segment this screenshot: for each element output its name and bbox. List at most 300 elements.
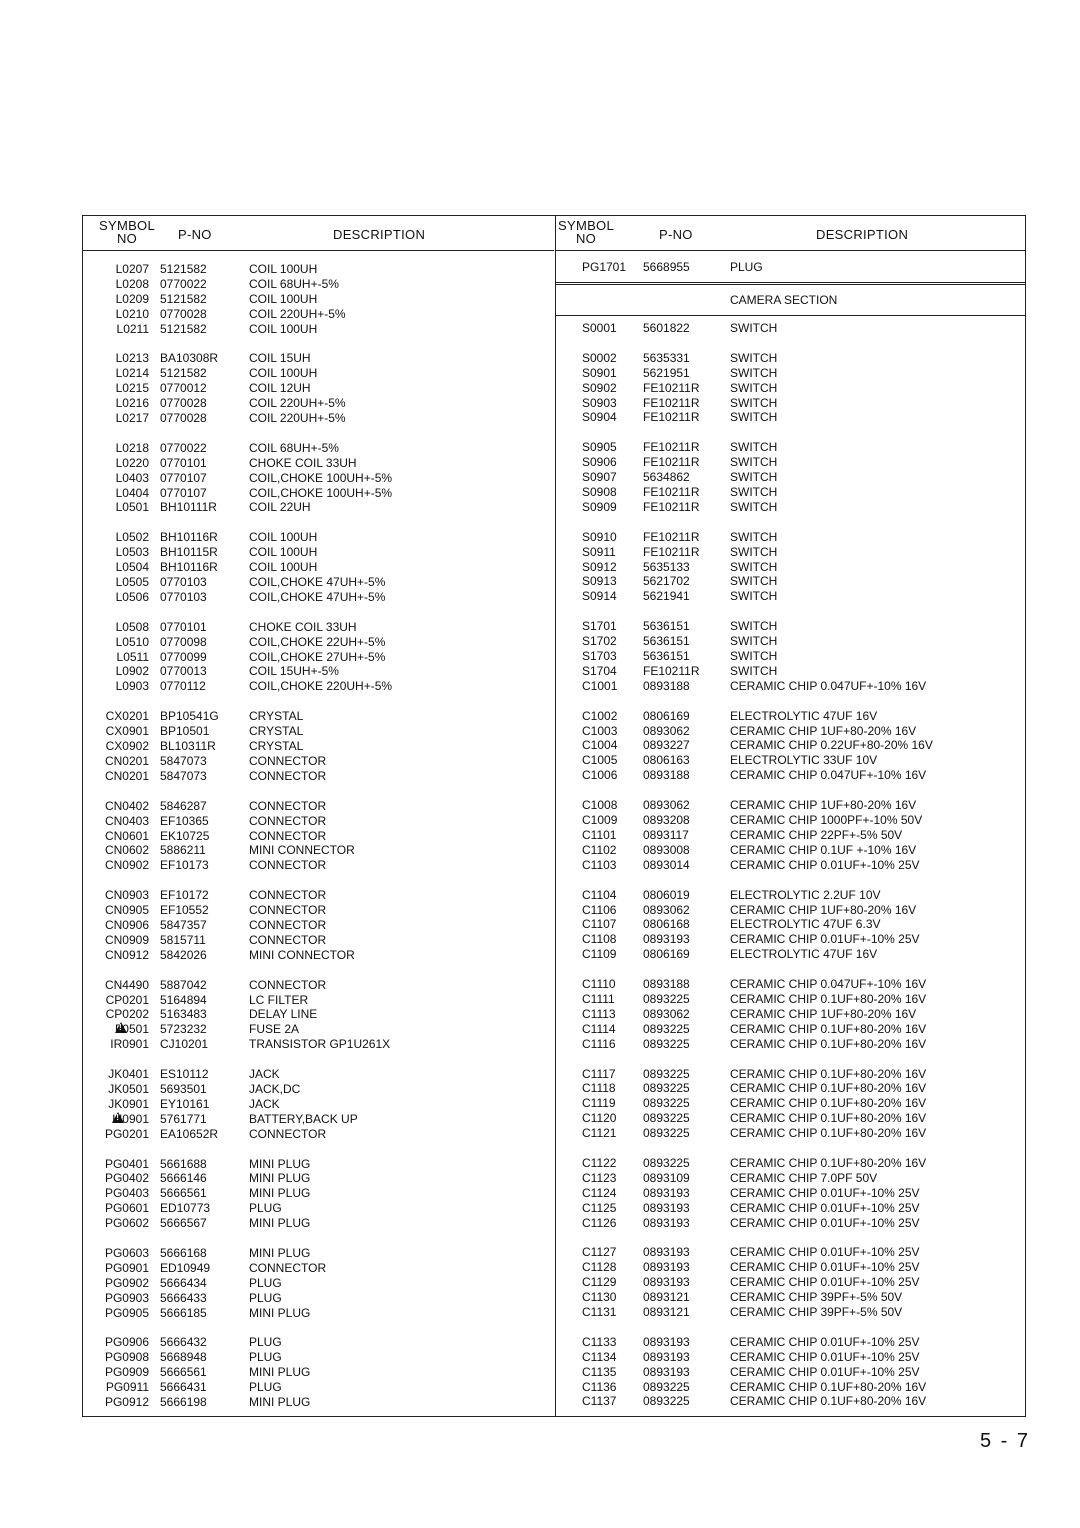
description-cell-text: SWITCH — [730, 529, 778, 544]
pno-cell-text: 5636151 — [643, 634, 690, 649]
symbol-cell-text: L0217 — [115, 411, 149, 426]
description-cell — [730, 828, 902, 843]
pno-cell-text: 0770022 — [160, 276, 207, 291]
description-cell — [249, 560, 317, 575]
pno-cell — [643, 410, 699, 425]
pno-cell-text: FE10211R — [643, 485, 700, 500]
pno-cell — [643, 455, 699, 470]
symbol-cell — [582, 858, 616, 873]
description-cell — [249, 366, 317, 381]
camera-section-heading — [556, 284, 1025, 316]
pno-cell-text: 0893062 — [643, 798, 690, 813]
symbol-cell-text: L0216 — [115, 396, 149, 411]
table-row — [556, 574, 1025, 589]
table-row — [556, 1245, 1025, 1260]
symbol-cell — [83, 486, 149, 501]
table-row — [556, 917, 1025, 932]
symbol-cell — [83, 575, 149, 590]
symbol-cell-text: S0904 — [582, 410, 617, 425]
description-cell-text: CONNECTOR — [249, 828, 327, 843]
symbol-cell-text: CN4490 — [104, 977, 149, 992]
description-cell-text: CONNECTOR — [249, 888, 327, 903]
symbol-cell-text: C1123 — [582, 1170, 617, 1185]
description-cell-text: CERAMIC CHIP 0.01UF+-10% 25V — [730, 1185, 920, 1200]
symbol-cell-text: PG0906 — [104, 1335, 149, 1350]
table-row — [83, 679, 554, 694]
description-cell — [249, 1171, 310, 1186]
description-cell — [730, 619, 777, 634]
symbol-cell-text: L0404 — [115, 485, 149, 500]
symbol-cell — [582, 1290, 616, 1305]
pno-cell — [643, 1096, 690, 1111]
symbol-cell-text: CN0906 — [104, 917, 149, 932]
description-cell-text: CERAMIC CHIP 0.01UF+-10% 25V — [730, 1245, 920, 1260]
pno-cell — [160, 292, 207, 307]
right-header — [556, 216, 1025, 251]
pno-cell-text: BH10115R — [160, 545, 218, 560]
table-row — [556, 1126, 1025, 1141]
pno-cell-text: 0893193 — [643, 1349, 690, 1364]
description-cell — [730, 1111, 926, 1126]
table-row — [556, 1007, 1025, 1022]
symbol-cell — [83, 1291, 149, 1306]
symbol-cell-text: C1136 — [582, 1379, 617, 1394]
pno-cell — [160, 843, 206, 858]
table-row — [556, 664, 1025, 679]
symbol-cell — [582, 634, 617, 649]
symbol-cell-text: C1107 — [582, 917, 617, 932]
pno-cell — [643, 1201, 690, 1216]
symbol-cell — [83, 1186, 149, 1201]
description-cell — [249, 307, 346, 322]
description-cell-text: CERAMIC CHIP 0.01UF+-10% 25V — [730, 1215, 920, 1230]
symbol-cell — [83, 292, 149, 307]
description-cell — [730, 634, 777, 649]
description-cell-text: FUSE 2A — [249, 1022, 300, 1037]
pno-cell — [643, 828, 689, 843]
symbol-cell-text: PG0402 — [104, 1171, 149, 1186]
pno-cell-text: 5847073 — [160, 768, 207, 783]
pno-cell — [643, 1380, 690, 1395]
pno-cell — [643, 1245, 690, 1260]
symbol-cell — [582, 888, 616, 903]
description-cell-text: CERAMIC CHIP 0.1UF+80-20% 16V — [730, 1126, 927, 1141]
table-row — [83, 411, 554, 426]
description-cell-text: COIL,CHOKE 220UH+-5% — [249, 679, 393, 694]
symbol-cell — [582, 947, 616, 962]
description-cell — [730, 1171, 877, 1186]
table-row — [83, 575, 554, 590]
row-group — [83, 799, 554, 873]
description-cell-text: MINI PLUG — [249, 1395, 311, 1409]
pno-cell-text: 5886211 — [160, 843, 206, 858]
table-row — [556, 1171, 1025, 1186]
table-row — [83, 1380, 554, 1395]
description-cell — [730, 440, 777, 455]
pno-cell — [643, 1171, 690, 1186]
pno-cell-text: 0893225 — [643, 991, 690, 1006]
description-cell — [249, 948, 355, 963]
description-cell — [249, 1067, 280, 1082]
symbol-cell-text: CN0602 — [104, 843, 149, 858]
symbol-cell — [83, 620, 149, 635]
row-group — [556, 888, 1025, 962]
symbol-cell — [83, 1201, 149, 1216]
description-cell — [249, 396, 346, 411]
description-cell: PLUG — [730, 260, 763, 274]
pno-cell — [643, 440, 699, 455]
pno-cell — [160, 500, 217, 515]
description-cell-text: CERAMIC CHIP 0.1UF+80-20% 16V — [730, 991, 927, 1006]
row-group — [556, 1245, 1025, 1319]
pno-cell — [643, 1081, 690, 1096]
table-row — [83, 769, 554, 784]
symbol-cell-text: CN0201 — [104, 768, 149, 783]
pno-cell-text: BL10311R — [160, 739, 216, 754]
plug-row-box — [556, 252, 1025, 283]
pno-cell-text: 5847357 — [160, 917, 207, 932]
pno-cell-text: 5661688 — [160, 1156, 207, 1171]
pno-cell — [643, 396, 699, 411]
table-row — [83, 307, 554, 322]
table-row — [83, 1037, 554, 1052]
description-cell-text: SWITCH — [730, 470, 778, 485]
symbol-cell-text: L0508 — [115, 619, 149, 634]
symbol-cell-text: C1117 — [582, 1066, 616, 1081]
pno-cell-text: BP10501 — [160, 724, 210, 739]
description-cell — [730, 1096, 926, 1111]
description-cell-text: CERAMIC CHIP 0.047UF+-10% 16V — [730, 768, 927, 783]
description-cell — [249, 858, 326, 873]
symbol-cell-text: C1131 — [582, 1304, 617, 1319]
symbol-cell — [83, 858, 149, 873]
description-cell — [249, 530, 317, 545]
description-cell-text: COIL,CHOKE 27UH+-5% — [249, 649, 386, 664]
table-row — [83, 441, 554, 456]
symbol-cell — [582, 798, 617, 813]
pno-cell — [160, 307, 207, 322]
description-cell — [730, 1394, 926, 1409]
description-cell — [249, 1276, 282, 1291]
symbol-cell-text: C1006 — [582, 768, 618, 783]
pno-cell-text: 0893193 — [643, 1215, 690, 1230]
pno-cell — [643, 768, 690, 783]
pno-cell — [160, 530, 218, 545]
pno-cell — [643, 1394, 690, 1409]
table-row — [83, 978, 554, 993]
pno-cell-text: 0893193 — [643, 1200, 690, 1215]
table-row — [83, 993, 554, 1008]
pno-cell — [643, 1216, 690, 1231]
symbol-cell — [582, 574, 617, 589]
description-cell — [249, 739, 303, 754]
description-cell-text: SWITCH — [730, 499, 778, 514]
symbol-cell-text: PG0603 — [104, 1245, 149, 1260]
symbol-cell-text: S0909 — [582, 499, 617, 514]
pno-cell — [643, 619, 690, 634]
description-cell-text: COIL 100UH — [249, 545, 318, 560]
description-cell — [730, 1201, 920, 1216]
table-row — [83, 814, 554, 829]
pno-cell-text: 0893193 — [643, 1185, 690, 1200]
table-row — [556, 1335, 1025, 1350]
row-group — [556, 619, 1025, 693]
description-cell-text: CERAMIC CHIP 1UF+80-20% 16V — [730, 723, 917, 738]
pno-cell — [160, 1216, 207, 1231]
table-row — [556, 813, 1025, 828]
pno-cell-text: 0893225 — [643, 1021, 690, 1036]
pno-cell — [160, 1306, 207, 1321]
pno-cell-text: CJ10201 — [160, 1037, 209, 1052]
description-cell — [730, 410, 777, 425]
description-cell-text: CERAMIC CHIP 0.1UF +-10% 16V — [730, 842, 917, 857]
row-group — [556, 351, 1025, 425]
symbol-cell-text: S1703 — [582, 649, 617, 664]
description-cell-text: CRYSTAL — [249, 709, 304, 724]
pno-cell — [160, 1246, 207, 1261]
description-cell-text: COIL 220UH+-5% — [249, 396, 346, 411]
pno-cell — [160, 1171, 207, 1186]
symbol-cell — [582, 589, 617, 604]
symbol-cell: PG1701 — [582, 260, 627, 274]
description-cell-text: CRYSTAL — [249, 724, 304, 739]
symbol-cell-text: C1127 — [582, 1245, 617, 1260]
description-cell-text: COIL 100UH — [249, 530, 318, 545]
pno-cell-text: 5666185 — [160, 1305, 207, 1320]
table-row — [83, 724, 554, 739]
pno-cell-text: FE10211R — [643, 499, 700, 514]
description-cell-text: CERAMIC CHIP 0.1UF+80-20% 16V — [730, 1379, 927, 1394]
description-cell — [249, 1082, 300, 1097]
table-row — [556, 888, 1025, 903]
symbol-cell — [83, 769, 149, 784]
description-cell-text: MINI PLUG — [249, 1305, 311, 1320]
pno-cell-text: FE10211R — [643, 395, 700, 410]
pno-cell — [643, 888, 690, 903]
symbol-cell — [582, 1380, 616, 1395]
table-row — [83, 933, 554, 948]
pno-cell — [160, 754, 207, 769]
table-row — [83, 1276, 554, 1291]
symbol-cell-text: C1121 — [582, 1126, 617, 1141]
pno-cell-text: BA10308R — [160, 351, 219, 366]
description-cell — [730, 888, 881, 903]
pno-cell — [160, 933, 206, 948]
pno-cell — [160, 1022, 207, 1037]
description-cell — [730, 321, 777, 336]
description-cell — [730, 1275, 920, 1290]
table-row — [556, 1380, 1025, 1395]
description-cell-text: CONNECTOR — [249, 1126, 327, 1141]
description-cell-text: CONNECTOR — [249, 977, 327, 992]
symbol-cell-text: C1004 — [582, 738, 618, 753]
symbol-cell-text: C1135 — [582, 1364, 617, 1379]
pno-cell — [160, 1201, 210, 1216]
description-cell-text: CHOKE COIL 33UH — [249, 619, 357, 634]
description-cell — [730, 798, 916, 813]
table-row — [556, 1111, 1025, 1126]
pno-cell-text: 0893225 — [643, 1379, 690, 1394]
pno-cell-text: 0770107 — [160, 470, 207, 485]
symbol-cell — [83, 1097, 149, 1112]
table-row — [83, 560, 554, 575]
symbol-cell-text: PG0602 — [104, 1216, 149, 1231]
description-cell — [249, 664, 339, 679]
symbol-cell — [582, 1067, 616, 1082]
symbol-cell — [83, 530, 149, 545]
table-row — [556, 1365, 1025, 1380]
description-cell-text: SWITCH — [730, 395, 778, 410]
symbol-cell-text: C1109 — [582, 947, 617, 962]
symbol-cell-text: S0901 — [582, 365, 617, 380]
symbol-cell — [582, 664, 617, 679]
description-cell-text: CERAMIC CHIP 22PF+-5% 50V — [730, 827, 903, 842]
symbol-cell — [83, 843, 149, 858]
table-row — [83, 829, 554, 844]
description-cell-text: CERAMIC CHIP 0.1UF+80-20% 16V — [730, 1394, 927, 1409]
description-cell-text: COIL,CHOKE 47UH+-5% — [249, 589, 386, 604]
pno-cell — [643, 1305, 690, 1320]
description-cell-text: CERAMIC CHIP 0.1UF+80-20% 16V — [730, 1036, 927, 1051]
row-group — [83, 441, 554, 515]
pno-cell — [160, 918, 207, 933]
description-cell-text: COIL 22UH — [249, 500, 311, 515]
pno-cell-text: 0770013 — [160, 664, 207, 679]
description-cell — [730, 858, 920, 873]
description-cell-text: LC FILTER — [249, 992, 309, 1007]
description-cell-text: SWITCH — [730, 410, 778, 425]
description-cell-text: MINI PLUG — [249, 1365, 311, 1380]
table-row — [83, 545, 554, 560]
table-row — [83, 799, 554, 814]
symbol-cell — [83, 933, 149, 948]
symbol-cell — [582, 1007, 616, 1022]
symbol-cell-text: PG0911 — [105, 1380, 149, 1395]
symbol-cell-text: C1113 — [582, 1006, 616, 1021]
description-cell — [730, 1216, 920, 1231]
symbol-cell — [83, 590, 149, 605]
symbol-cell-text: L0504 — [115, 560, 149, 575]
pno-cell-text: 0806019 — [643, 887, 690, 902]
page-number: 5 - 7 — [979, 1430, 1030, 1452]
symbol-cell-text: L0209 — [115, 291, 149, 306]
symbol-cell-text: L0220 — [115, 455, 149, 470]
description-cell — [249, 1112, 358, 1127]
symbol-cell-text: L0214 — [115, 366, 149, 381]
symbol-cell-text: L0902 — [115, 664, 149, 679]
description-cell — [249, 351, 311, 366]
symbol-cell-text: C1120 — [582, 1111, 617, 1126]
table-row — [83, 1365, 554, 1380]
table-row — [556, 858, 1025, 873]
table-row — [556, 500, 1025, 515]
pno-cell-text: 0893109 — [643, 1170, 690, 1185]
symbol-header-line2: NO — [575, 231, 597, 246]
description-cell — [249, 754, 326, 769]
pno-cell-text: 0893227 — [643, 738, 690, 753]
symbol-cell-text: C1126 — [582, 1215, 617, 1230]
symbol-cell-text: S0906 — [582, 455, 617, 470]
pno-cell-text: BH10116R — [160, 560, 218, 575]
table-row — [556, 1275, 1025, 1290]
description-cell — [730, 1380, 926, 1395]
pno-cell — [643, 947, 690, 962]
description-cell-text: CERAMIC CHIP 1UF+80-20% 16V — [730, 1006, 917, 1021]
description-cell — [249, 262, 317, 277]
pno-cell — [643, 1126, 690, 1141]
table-row — [556, 1037, 1025, 1052]
table-row — [83, 664, 554, 679]
row-group — [83, 709, 554, 783]
right-rows — [556, 321, 1025, 1424]
symbol-cell-text: C1110 — [582, 977, 616, 992]
pno-cell-text: 0893121 — [643, 1304, 690, 1319]
table-row — [556, 634, 1025, 649]
pno-cell — [643, 321, 690, 336]
symbol-cell-text: PG0912 — [104, 1395, 149, 1409]
symbol-cell-text: S1704 — [582, 663, 617, 678]
pno-cell — [160, 993, 207, 1008]
symbol-cell-text: C1103 — [582, 857, 617, 872]
pno-cell-text: 5121582 — [160, 321, 207, 336]
description-cell — [730, 396, 777, 411]
pno-cell-text: 5666146 — [160, 1171, 207, 1186]
description-cell-text: CERAMIC CHIP 0.01UF+-10% 25V — [730, 1349, 920, 1364]
description-cell — [249, 724, 303, 739]
symbol-cell — [582, 992, 615, 1007]
description-cell-text: CONNECTOR — [249, 798, 327, 813]
description-cell — [249, 1261, 326, 1276]
symbol-cell — [582, 813, 617, 828]
pno-cell-text: BH10116R — [160, 530, 218, 545]
table-row — [556, 410, 1025, 425]
description-cell — [249, 411, 346, 426]
description-cell — [249, 709, 303, 724]
description-cell — [249, 635, 385, 650]
symbol-cell — [582, 1201, 616, 1216]
row-group — [556, 1335, 1025, 1409]
pno-cell — [160, 1037, 208, 1052]
symbol-cell — [582, 500, 617, 515]
warning-triangle-icon — [115, 1022, 127, 1033]
table-row — [83, 754, 554, 769]
row-group — [83, 620, 554, 694]
symbol-cell — [83, 754, 149, 769]
pno-cell — [643, 1007, 690, 1022]
description-cell — [249, 843, 355, 858]
symbol-cell-text: CN0902 — [104, 858, 149, 873]
table-row — [83, 888, 554, 903]
symbol-cell — [83, 799, 149, 814]
symbol-cell — [83, 1037, 149, 1052]
symbol-cell-text: CN0403 — [104, 813, 149, 828]
description-cell-text: COIL 15UH — [249, 351, 311, 366]
symbol-cell-text: C1102 — [582, 842, 617, 857]
pno-cell-text: EF10365 — [160, 813, 209, 828]
description-cell — [730, 1037, 926, 1052]
description-cell — [730, 813, 922, 828]
description-cell — [730, 917, 881, 932]
description-cell — [730, 366, 777, 381]
pno-cell-text: BP10541G — [160, 709, 219, 724]
description-cell — [249, 1127, 326, 1142]
pno-cell — [160, 1007, 207, 1022]
row-group — [83, 351, 554, 425]
symbol-cell — [582, 1126, 616, 1141]
pno-cell-text: 0893117 — [643, 827, 689, 842]
symbol-cell-text: CN0402 — [104, 798, 149, 813]
table-row — [556, 798, 1025, 813]
